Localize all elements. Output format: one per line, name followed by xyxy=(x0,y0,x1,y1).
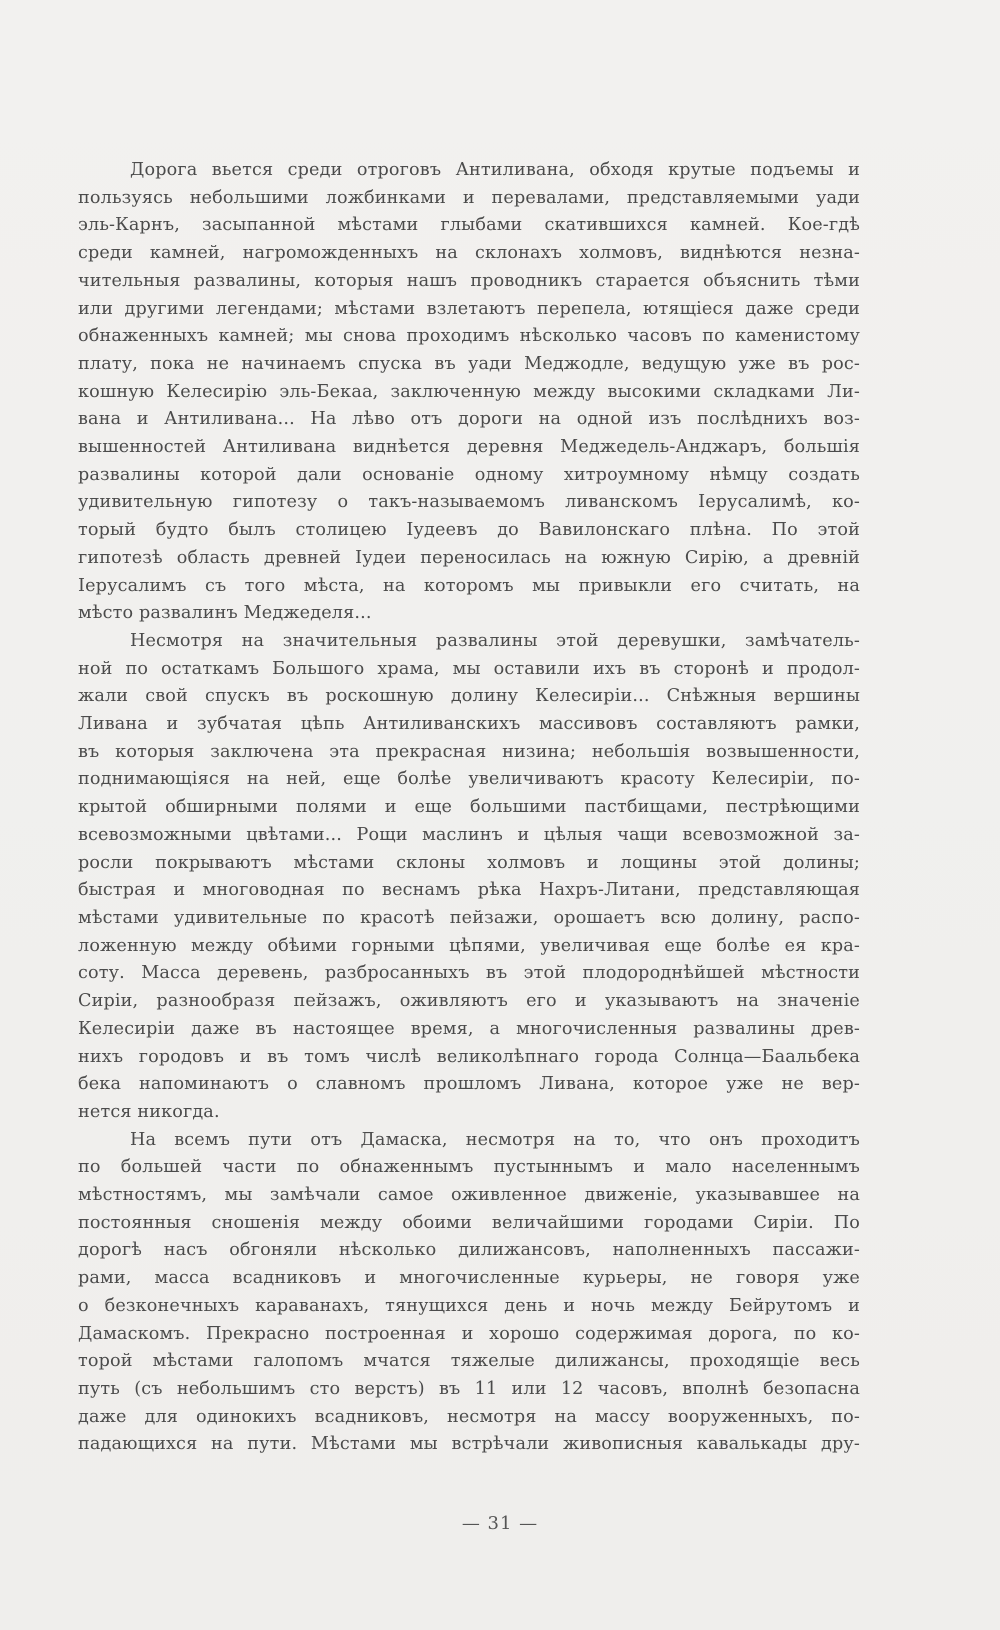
text-line: пользуясь небольшими ложбинками и перевалами, представляемыми уади xyxy=(78,187,860,208)
text-line: торой мѣстами галопомъ мчатся тяжелые дилижансы, проходящіе весь xyxy=(78,1351,860,1372)
text-line: Іерусалимъ съ того мѣста, на которомъ мы привыкли его считать, на xyxy=(78,575,860,596)
text-line: торый будто былъ столицею Іудеевъ до Вавилонскаго плѣна. По этой xyxy=(78,520,860,541)
text-line: Ливана и зубчатая цѣпь Антиливанскихъ массивовъ составляютъ рамки, xyxy=(78,714,860,735)
paragraph-2 xyxy=(78,628,860,1127)
text-line: поднимающіяся на ней, еще болѣе увеличиваютъ красоту Келесиріи, по- xyxy=(78,769,860,790)
text-line: среди камней, нагроможденныхъ на склонахъ холмовъ, виднѣются незна- xyxy=(78,243,860,264)
text-line: Келесиріи даже въ настоящее время, а многочисленныя развалины древ- xyxy=(78,1018,860,1039)
text-line: росли покрываютъ мѣстами склоны холмовъ и лощины этой долины; xyxy=(78,852,860,873)
text-line: На всемъ пути отъ Дамаска, несмотря на то, что онъ проходитъ xyxy=(130,1129,860,1150)
text-line: жали свой спускъ въ роскошную долину Келесиріи... Снѣжныя вершины xyxy=(78,686,860,707)
text-line: мѣсто развалинъ Меджеделя... xyxy=(78,603,372,624)
page-number: — 31 — xyxy=(461,1513,539,1534)
paragraph-3 xyxy=(78,1127,860,1459)
text-line: о безконечныхъ караванахъ, тянущихся день и ночь между Бейрутомъ и xyxy=(78,1295,860,1316)
text-line: нихъ городовъ и въ томъ числѣ великолѣпнаго города Солнца—Баальбека xyxy=(78,1046,860,1067)
text-line: крытой обширными полями и еще большими пастбищами, пестрѣющими xyxy=(78,797,860,818)
text-line: постоянныя сношенія между обоими величайшими городами Сиріи. По xyxy=(78,1212,860,1233)
text-line: обнаженныхъ камней; мы снова проходимъ нѣсколько часовъ по каменистому xyxy=(78,326,860,347)
text-line: ной по остаткамъ Большого храма, мы оставили ихъ въ сторонѣ и продол- xyxy=(78,658,860,679)
text-line: даже для одинокихъ всадниковъ, несмотря на массу вооруженныхъ, по- xyxy=(78,1406,860,1427)
text-line: Дорога вьется среди отроговъ Антиливана, обходя крутые подъемы и xyxy=(130,160,860,180)
text-line: бека напоминаютъ о славномъ прошломъ Ливана, которое уже не вер- xyxy=(78,1074,860,1095)
text-line: путь (съ небольшимъ сто верстъ) въ 11 или 12 часовъ, вполнѣ безопасна xyxy=(78,1378,860,1399)
text-line: соту. Масса деревень, разбросанныхъ въ этой плодороднѣйшей мѣстности xyxy=(78,963,860,984)
text-line: мѣстностямъ, мы замѣчали самое оживленное движеніе, указывавшее на xyxy=(78,1185,860,1206)
paragraph-1 xyxy=(78,157,860,628)
text-line: кошную Келесирію эль-Бекаа, заключенную между высокими складками Ли- xyxy=(78,381,860,402)
text-line: вана и Антиливана... На лѣво отъ дороги на одной изъ послѣднихъ воз- xyxy=(78,409,860,430)
text-line: по большей части по обнаженнымъ пустыннымъ и мало населеннымъ xyxy=(78,1157,860,1178)
text-line: рами, масса всадниковъ и многочисленные курьеры, не говоря уже xyxy=(78,1268,860,1289)
text-line: Сиріи, разнообразя пейзажъ, оживляютъ его и указываютъ на значеніе xyxy=(78,991,860,1012)
text-line: въ которыя заключена эта прекрасная низина; небольшія возвышенности, xyxy=(78,741,860,762)
text-line: вышенностей Антиливана виднѣется деревня Меджедель-Анджаръ, большія xyxy=(78,437,860,458)
text-line: эль-Карнъ, засыпанной мѣстами глыбами скатившихся камней. Кое-гдѣ xyxy=(78,215,860,236)
text-line: мѣстами удивительные по красотѣ пейзажи, орошаетъ всю долину, распо- xyxy=(78,907,860,928)
text-line: чительныя развалины, которыя нашъ проводникъ старается объяснить тѣми xyxy=(78,270,860,291)
text-line: нется никогда. xyxy=(78,1101,220,1122)
text-line: Дамаскомъ. Прекрасно построенная и хорошо содержимая дорога, по ко- xyxy=(78,1323,860,1344)
text-line: всевозможными цвѣтами... Рощи маслинъ и цѣлыя чащи всевозможной за- xyxy=(78,824,860,845)
text-line: плату, пока не начинаемъ спуска въ уади Меджодле, ведущую уже въ рос- xyxy=(78,353,860,374)
body-text xyxy=(78,157,860,1459)
text-line: гипотезѣ область древней Іудеи переносилась на южную Сирію, а древній xyxy=(78,547,860,568)
text-line: или другими легендами; мѣстами взлетаютъ перепела, ютящіеся даже среди xyxy=(78,298,860,319)
text-line: быстрая и многоводная по веснамъ рѣка Нахръ-Литани, представляющая xyxy=(78,880,860,901)
text-line: удивительную гипотезу о такъ-называемомъ ливанскомъ Іерусалимѣ, ко- xyxy=(78,492,860,513)
text-line: Несмотря на значительныя развалины этой деревушки, замѣчатель- xyxy=(130,630,860,651)
text-line: ложенную между обѣими горными цѣпями, увеличивая еще болѣе ея кра- xyxy=(78,935,860,956)
text-line: падающихся на пути. Мѣстами мы встрѣчали живописныя кавалькады дру- xyxy=(78,1434,860,1455)
text-line: дорогѣ насъ обгоняли нѣсколько дилижансовъ, наполненныхъ пассажи- xyxy=(78,1240,860,1261)
text-line: развалины которой дали основаніе одному хитроумному нѣмцу создать xyxy=(78,464,860,485)
